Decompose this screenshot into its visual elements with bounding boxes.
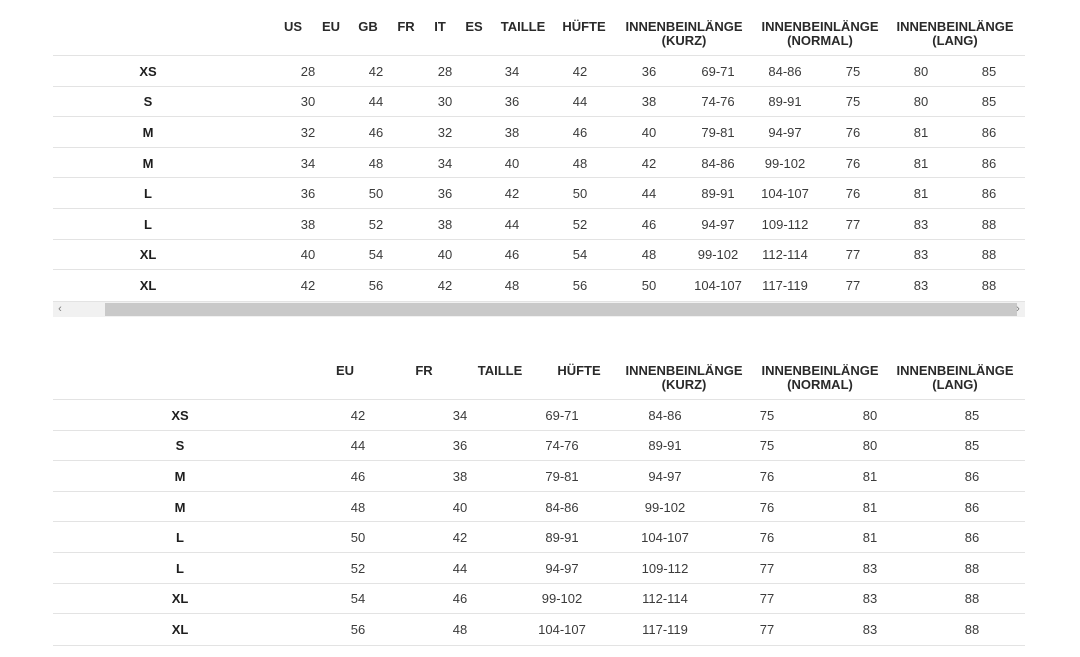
size-label: XS [139,63,157,79]
table-cell: 48 [368,155,384,171]
table-cell: 77 [845,216,861,232]
table1-header-innenbein-kurz: INNENBEINLÄNGE (KURZ) [625,19,743,48]
table-cell: 117-119 [642,621,688,637]
table-cell: 42 [300,277,316,293]
table-cell: 44 [452,560,468,576]
scrollbar-thumb[interactable] [105,303,1017,316]
table-cell: 77 [759,591,775,607]
size-label: M [142,124,154,140]
table1-header-es: ES [465,19,483,34]
table-row [53,491,1025,523]
table-cell: 76 [845,186,861,202]
size-label: S [143,94,153,110]
size-label: M [174,499,186,515]
table-cell: 86 [964,468,980,484]
table-cell: 34 [437,155,453,171]
size-label: L [144,186,152,202]
table-cell: 83 [862,560,878,576]
table-cell: 81 [862,468,878,484]
table-cell: 80 [862,438,878,454]
table-cell: 52 [368,216,384,232]
table-cell: 40 [452,499,468,515]
table-cell: 85 [964,407,980,423]
table-cell: 85 [981,94,997,110]
table-row [53,55,1025,87]
scroll-left-icon[interactable]: ‹ [58,303,62,315]
table-cell: 56 [368,277,384,293]
table-cell: 76 [759,530,775,546]
table-cell: 88 [981,247,997,263]
table-cell: 42 [504,186,520,202]
table-cell: 48 [572,155,588,171]
table-cell: 79-81 [701,124,735,140]
table-cell: 89-91 [648,438,682,454]
table-cell: 74-76 [545,438,579,454]
table2-header-fr: FR [415,363,433,378]
table-cell: 40 [437,247,453,263]
table-cell: 46 [572,124,588,140]
table-cell: 34 [504,63,520,79]
table-cell: 112-114 [762,247,808,263]
table-cell: 81 [913,155,929,171]
table-cell: 80 [913,94,929,110]
table-cell: 46 [504,247,520,263]
table-row [53,430,1025,462]
table-cell: 48 [452,621,468,637]
table-cell: 84-86 [701,155,735,171]
table-cell: 76 [845,155,861,171]
table-cell: 86 [964,499,980,515]
table-cell: 75 [845,63,861,79]
table-cell: 99-102 [541,591,583,607]
table-cell: 48 [504,277,520,293]
table-cell: 42 [641,155,657,171]
table-cell: 32 [437,124,453,140]
table-cell: 81 [913,186,929,202]
size-label: XL [139,277,157,293]
table-cell: 94-97 [768,124,802,140]
table-cell: 75 [845,94,861,110]
table2-header-huefte: HÜFTE [557,363,601,378]
table-cell: 81 [862,530,878,546]
table-cell: 80 [913,63,929,79]
table-cell: 40 [641,124,657,140]
table-cell: 88 [964,560,980,576]
size-label: L [176,530,184,546]
table-cell: 38 [504,124,520,140]
table-cell: 86 [981,186,997,202]
table-cell: 56 [572,277,588,293]
size-label: L [144,216,152,232]
table-cell: 81 [862,499,878,515]
table-row [53,552,1025,584]
table-cell: 99-102 [697,247,739,263]
table-cell: 36 [437,186,453,202]
table2-header-taille: TAILLE [477,363,523,378]
table-cell: 54 [572,247,588,263]
table-cell: 54 [350,591,366,607]
table-cell: 86 [964,530,980,546]
table-cell: 88 [981,216,997,232]
table-cell: 76 [845,124,861,140]
table-cell: 77 [845,277,861,293]
table-cell: 94-97 [648,468,682,484]
size-label: XL [139,247,157,263]
table-cell: 50 [641,277,657,293]
table-cell: 34 [300,155,316,171]
table-cell: 76 [759,468,775,484]
table-cell: 40 [300,247,316,263]
table-cell: 77 [845,247,861,263]
table-cell: 50 [572,186,588,202]
table2-header-row [53,364,1025,398]
table-cell: 48 [350,499,366,515]
table-cell: 44 [641,186,657,202]
table-cell: 99-102 [644,499,686,515]
table-cell: 109-112 [641,560,689,576]
table-cell: 94-97 [545,560,579,576]
table-cell: 84-86 [545,499,579,515]
table-cell: 44 [572,94,588,110]
table-cell: 104-107 [538,621,586,637]
size-label: M [142,155,154,171]
table1-header-fr: FR [397,19,415,34]
table1-header-gb: GB [358,19,378,34]
table-cell: 42 [452,530,468,546]
table-cell: 44 [504,216,520,232]
table-cell: 44 [350,438,366,454]
table-cell: 34 [452,407,468,423]
table-cell: 76 [759,499,775,515]
size-label: XL [171,621,189,637]
table-cell: 38 [641,94,657,110]
table-cell: 50 [350,530,366,546]
table-cell: 104-107 [761,186,809,202]
table-cell: 36 [300,186,316,202]
table1-header-eu: EU [321,19,341,34]
table1-header-huefte: HÜFTE [562,19,606,34]
table-cell: 56 [350,621,366,637]
size-label: XS [171,407,189,423]
table-cell: 28 [437,63,453,79]
table-cell: 42 [350,407,366,423]
table-row [53,177,1025,209]
table-cell: 83 [862,591,878,607]
table-cell: 99-102 [764,155,806,171]
table-cell: 44 [368,94,384,110]
table-cell: 88 [964,621,980,637]
table-cell: 30 [300,94,316,110]
size-label: XL [171,591,189,607]
table-row [53,86,1025,118]
table-row [53,583,1025,615]
table-cell: 80 [862,407,878,423]
table-cell: 36 [504,94,520,110]
table-cell: 52 [350,560,366,576]
table-cell: 54 [368,247,384,263]
table-cell: 42 [437,277,453,293]
scroll-right-icon[interactable]: › [1016,303,1020,315]
table-cell: 32 [300,124,316,140]
table-cell: 89-91 [545,530,579,546]
table-cell: 46 [350,468,366,484]
table-row [53,460,1025,492]
table-cell: 104-107 [641,530,689,546]
table-row [53,208,1025,240]
table-cell: 75 [759,407,775,423]
table-cell: 83 [913,216,929,232]
table-cell: 79-81 [545,468,579,484]
table-cell: 86 [981,155,997,171]
table-cell: 74-76 [701,94,735,110]
table-cell: 94-97 [701,216,735,232]
table-cell: 77 [759,560,775,576]
table-cell: 36 [452,438,468,454]
table-cell: 38 [452,468,468,484]
table-cell: 89-91 [701,186,735,202]
table-cell: 46 [641,216,657,232]
table1-header-us: US [283,19,303,34]
table-cell: 52 [572,216,588,232]
table-cell: 75 [759,438,775,454]
table-cell: 85 [981,63,997,79]
table-cell: 46 [452,591,468,607]
table2-header-innenbein-normal: INNENBEINLÄNGE (NORMAL) [761,363,879,392]
table-row [53,399,1025,431]
table-cell: 69-71 [545,407,579,423]
table-row [53,613,1025,646]
table-cell: 69-71 [701,63,735,79]
table1-header-innenbein-lang: INNENBEINLÄNGE (LANG) [896,19,1014,48]
table-cell: 83 [913,247,929,263]
table-cell: 77 [759,621,775,637]
table2-header-eu: EU [335,363,355,378]
table-cell: 81 [913,124,929,140]
table-row [53,147,1025,179]
table-cell: 40 [504,155,520,171]
size-label: M [174,468,186,484]
table-cell: 109-112 [761,216,809,232]
table-cell: 104-107 [694,277,742,293]
table-row [53,521,1025,553]
table-cell: 85 [964,438,980,454]
table-cell: 36 [641,63,657,79]
table2-header-innenbein-kurz: INNENBEINLÄNGE (KURZ) [625,363,743,392]
table-cell: 30 [437,94,453,110]
size-label: S [175,438,185,454]
table1-header-it: IT [434,19,446,34]
table1-header-taille: TAILLE [500,19,546,34]
table1-horizontal-scrollbar[interactable] [53,302,1025,317]
table-cell: 86 [981,124,997,140]
table2-header-innenbein-lang: INNENBEINLÄNGE (LANG) [896,363,1014,392]
table-cell: 48 [641,247,657,263]
table-cell: 38 [437,216,453,232]
table-cell: 38 [300,216,316,232]
table-cell: 84-86 [648,407,682,423]
table-cell: 117-119 [762,277,808,293]
table-cell: 42 [572,63,588,79]
table-cell: 84-86 [768,63,802,79]
table-cell: 88 [981,277,997,293]
table-cell: 42 [368,63,384,79]
table-cell: 89-91 [768,94,802,110]
table-cell: 28 [300,63,316,79]
table-cell: 83 [862,621,878,637]
table-cell: 46 [368,124,384,140]
table1-header-row [53,20,1025,54]
table-row [53,116,1025,148]
table-row [53,269,1025,302]
table1-header-innenbein-normal: INNENBEINLÄNGE (NORMAL) [761,19,879,48]
table-cell: 83 [913,277,929,293]
table-row [53,239,1025,271]
table-cell: 112-114 [642,591,688,607]
table-cell: 88 [964,591,980,607]
table-cell: 50 [368,186,384,202]
size-label: L [176,560,184,576]
